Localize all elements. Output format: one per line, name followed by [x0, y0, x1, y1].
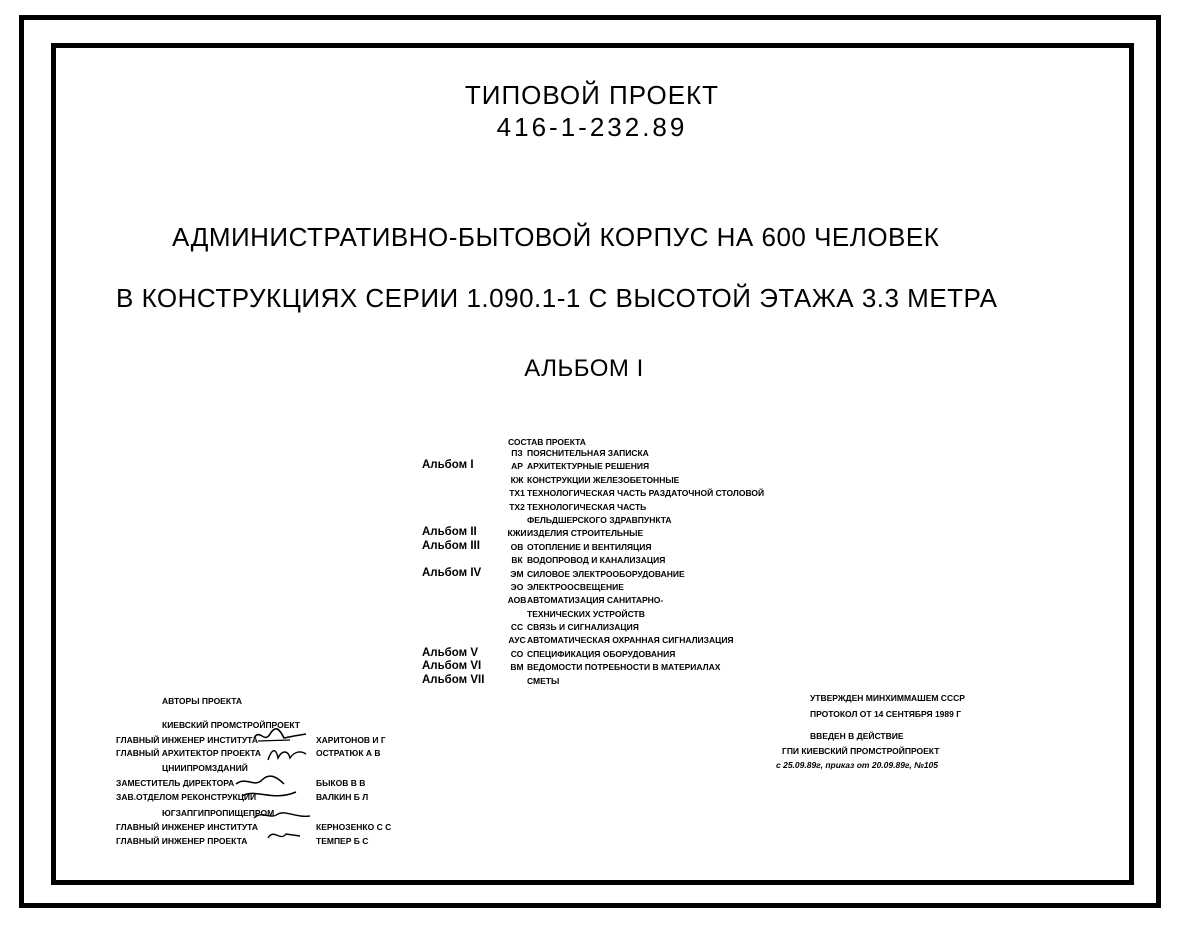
row-code: ТХ1	[509, 488, 525, 499]
row-desc: ИЗДЕЛИЯ СТРОИТЕЛЬНЫЕ	[527, 528, 644, 539]
row-desc: АВТОМАТИЗАЦИЯ САНИТАРНО-	[527, 595, 664, 606]
signature-kharitonov	[250, 726, 310, 746]
role-4: ЗАВ.ОТДЕЛОМ РЕКОНСТРУКЦИИ	[116, 792, 257, 802]
row-desc: ЭЛЕКТРООСВЕЩЕНИЕ	[527, 581, 624, 592]
row-desc: СМЕТЫ	[527, 675, 560, 686]
composition-row	[420, 622, 820, 635]
row-desc: ТЕХНОЛОГИЧЕСКАЯ ЧАСТЬ РАЗДАТОЧНОЙ СТОЛОВОЙ	[527, 488, 765, 499]
row-desc: СИЛОВОЕ ЭЛЕКТРООБОРУДОВАНИЕ	[527, 568, 685, 579]
composition-row	[420, 566, 820, 582]
composition-row	[420, 488, 820, 501]
row-code: ВМ	[510, 662, 524, 673]
row-desc: СВЯЗЬ И СИГНАЛИЗАЦИЯ	[527, 622, 639, 633]
row-album: Альбом III	[422, 539, 480, 552]
row-desc: СПЕЦИФИКАЦИЯ ОБОРУДОВАНИЯ	[527, 648, 676, 659]
title-line-2: В КОНСТРУКЦИЯХ СЕРИИ 1.090.1-1 С ВЫСОТОЙ ЭТАЖА 3.3 МЕТРА	[116, 283, 998, 313]
name-1: ХАРИТОНОВ И Г	[316, 735, 386, 745]
name-3: БЫКОВ В В	[316, 778, 366, 788]
project-number: 416-1-232.89	[496, 112, 688, 142]
album-title: АЛЬБОМ I	[524, 355, 644, 382]
row-code: АОВ	[507, 595, 527, 606]
row-desc: ТЕХНИЧЕСКИХ УСТРОЙСТВ	[527, 608, 645, 619]
row-desc: КОНСТРУКЦИИ ЖЕЛЕЗОБЕТОННЫЕ	[527, 474, 680, 485]
signature-bykov	[232, 774, 302, 806]
row-code: СО	[510, 648, 524, 659]
composition-row	[420, 539, 820, 555]
composition-row	[420, 595, 820, 608]
name-6: ТЕМПЕР Б С	[316, 836, 369, 846]
project-type-label: ТИПОВОЙ ПРОЕКТ	[464, 80, 720, 110]
role-6: ГЛАВНЫЙ ИНЖЕНЕР ПРОЕКТА	[116, 836, 248, 846]
org-yugzap: ЮГЗАПГИПРОПИЩЕПРОМ	[162, 808, 275, 818]
authors-title: АВТОРЫ ПРОЕКТА	[162, 696, 243, 706]
signature-ostratyuk	[264, 744, 312, 766]
approval-line-4: ГПИ КИЕВСКИЙ ПРОМСТРОЙПРОЕКТ	[782, 746, 940, 756]
approval-line-3: ВВЕДЕН В ДЕЙСТВИЕ	[810, 731, 904, 741]
row-code: ВК	[511, 555, 523, 566]
signature-kernozenko	[250, 808, 320, 848]
role-1: ГЛАВНЫЙ ИНЖЕНЕР ИНСТИТУТА	[116, 735, 258, 745]
role-3: ЗАМЕСТИТЕЛЬ ДИРЕКТОРА	[116, 778, 235, 788]
role-2: ГЛАВНЫЙ АРХИТЕКТОР ПРОЕКТА	[116, 748, 262, 758]
row-album: Альбом I	[422, 459, 474, 472]
composition-row	[420, 515, 820, 528]
name-4: ВАЛКИН Б Л	[316, 792, 369, 802]
composition-row	[420, 609, 820, 622]
row-album: Альбом VI	[422, 660, 482, 673]
composition-row	[420, 502, 820, 515]
row-code: ТХ2	[509, 501, 525, 512]
title-line-1: АДМИНИСТРАТИВНО-БЫТОВОЙ КОРПУС НА 600 ЧЕЛОВЕК	[172, 222, 940, 252]
row-code: СС	[510, 622, 524, 633]
composition-title: СОСТАВ ПРОЕКТА	[508, 437, 586, 447]
row-code: ЭО	[510, 581, 524, 592]
name-5: КЕРНОЗЕНКО С С	[316, 822, 392, 832]
row-desc: АРХИТЕКТУРНЫЕ РЕШЕНИЯ	[527, 461, 650, 472]
composition-row	[420, 461, 820, 474]
row-desc: ФЕЛЬДШЕРСКОГО ЗДРАВПУНКТА	[527, 514, 672, 525]
composition-list	[420, 448, 820, 689]
row-code: КЖ	[510, 474, 524, 485]
row-code: ПЗ	[511, 448, 523, 458]
composition-row	[420, 673, 820, 689]
row-code: ОВ	[510, 541, 524, 552]
composition-row	[420, 582, 820, 595]
row-desc: ВОДОПРОВОД И КАНАЛИЗАЦИЯ	[527, 555, 666, 566]
row-album: Альбом V	[422, 646, 479, 659]
row-code: АР	[511, 461, 523, 472]
approval-line-2: ПРОТОКОЛ ОТ 14 СЕНТЯБРЯ 1989 Г	[810, 709, 962, 719]
name-2: ОСТРАТЮК А В	[316, 748, 381, 758]
row-album: Альбом IV	[422, 566, 482, 579]
row-code: ЭМ	[510, 568, 524, 579]
composition-row	[420, 475, 820, 488]
row-code: КЖИ	[507, 528, 527, 539]
row-desc: ТЕХНОЛОГИЧЕСКАЯ ЧАСТЬ	[527, 501, 647, 512]
row-code: АУС	[508, 635, 526, 646]
row-desc: ВЕДОМОСТИ ПОТРЕБНОСТИ В МАТЕРИАЛАХ	[527, 662, 721, 673]
row-desc: ОТОПЛЕНИЕ И ВЕНТИЛЯЦИЯ	[527, 541, 652, 552]
approval-line-5: с 25.09.89г, приказ от 20.09.89г, №105	[776, 760, 939, 770]
composition-row	[420, 635, 820, 648]
approval-line-1: УТВЕРЖДЕН МИНХИММАШЕМ СССР	[810, 693, 965, 703]
role-5: ГЛАВНЫЙ ИНЖЕНЕР ИНСТИТУТА	[116, 822, 258, 832]
row-album: Альбом II	[422, 526, 477, 539]
org-kiev: КИЕВСКИЙ ПРОМСТРОЙПРОЕКТ	[162, 720, 300, 730]
row-desc: ПОЯСНИТЕЛЬНАЯ ЗАПИСКА	[527, 448, 649, 458]
composition-row	[420, 448, 820, 461]
org-tsnii: ЦНИИПРОМЗДАНИЙ	[162, 763, 248, 773]
composition-row	[420, 528, 820, 541]
row-album: Альбом VII	[422, 673, 485, 686]
row-desc: АВТОМАТИЧЕСКАЯ ОХРАННАЯ СИГНАЛИЗАЦИЯ	[527, 635, 734, 646]
